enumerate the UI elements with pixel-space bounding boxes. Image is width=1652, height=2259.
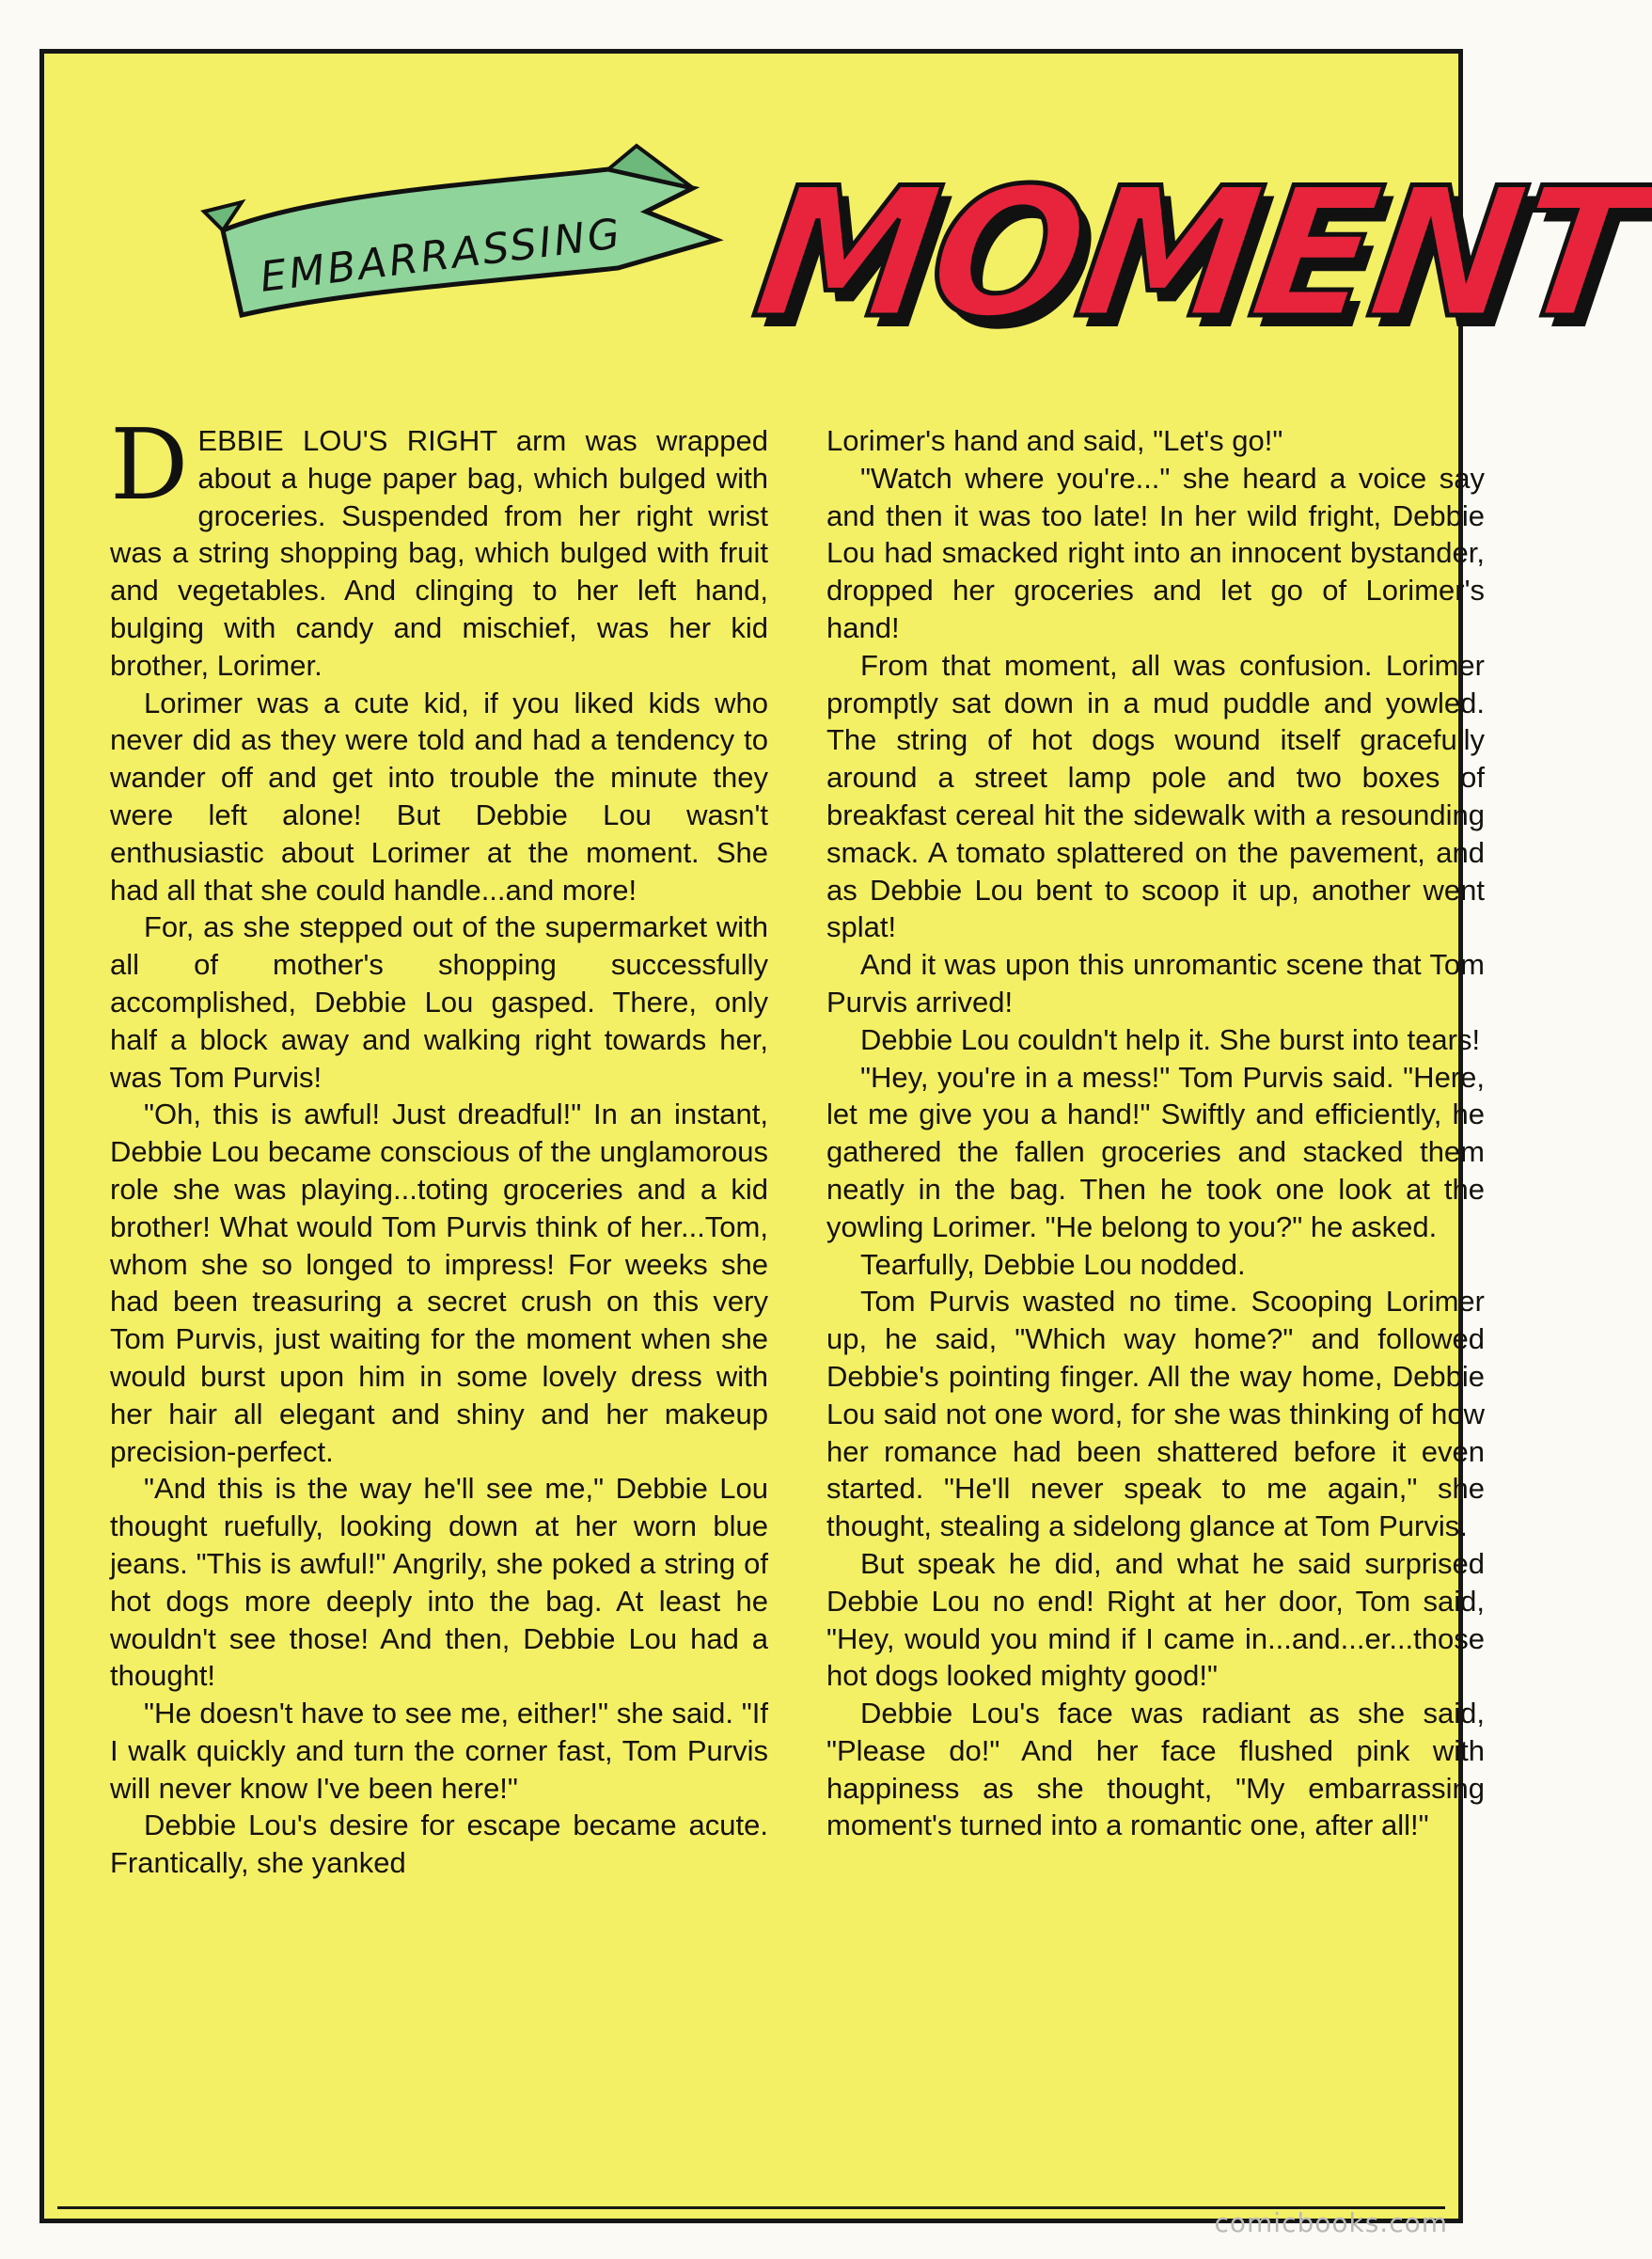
story-header <box>101 108 1652 357</box>
paragraph: "Hey, you're in a mess!" Tom Purvis said. "Here, let me give you a hand!" Swiftly and efficiently, he gathered the fallen groceries and stacked them neatly in the bag. Then he took one look at the yowling Lorimer. "He belong to you?" he asked. <box>826 1060 1485 1243</box>
paragraph: Debbie Lou couldn't help it. She burst into tears! <box>860 1022 1481 1056</box>
banner-label: EMBARRASSING <box>257 209 625 302</box>
paragraph: From that moment, all was confusion. Lorimer promptly sat down in a mud puddle and yowled. The string of hot dogs wound itself gracefully around a street lamp pole and two boxes of breakfast cereal hit the sidewalk with a resounding smack. A tomato splattered on the pavement, and as Debbie Lou bent to scoop it up, another went splat! <box>826 648 1485 944</box>
right-column <box>826 422 1485 1844</box>
paragraph: Lorimer was a cute kid, if you liked kids who never did as they were told and had a tendency to wander off and get into trouble the minute they were left alone! But Debbie Lou wasn't enthusiastic about Lorimer at the moment. She had all that she could handle...and more! <box>110 686 768 907</box>
drop-cap: D <box>110 407 189 522</box>
paragraph: "And this is the way he'll see me," Debbie Lou thought ruefully, looking down at her worn blue jeans. "This is awful!" Angrily, she poked a string of hot dogs more deeply into the bag. At least he wouldn't see those! And then, Debbie Lou had a thought! <box>110 1472 768 1693</box>
paragraph: And it was upon this unromantic scene that Tom Purvis arrived! <box>826 948 1485 1019</box>
paragraph: "Oh, this is awful! Just dreadful!" In an instant, Debbie Lou became conscious of the unglamorous role she was playing...toting groceries and a kid brother! What would Tom Purvis think of her...Tom, whom she so longed to impress! For weeks she had been treasuring a secret crush on this very Tom Purvis, just waiting for the moment when she would burst upon him in some lovely dress with her hair all elegant and shiny and her makeup precision-perfect. <box>110 1098 768 1468</box>
paragraph: "Watch where you're..." she heard a voice say and then it was too late! In her wild fright, Debbie Lou had smacked right into an innocent bystander, dropped her groceries and let go of Lorimer's hand! <box>826 461 1485 644</box>
paragraph: Debbie Lou's face was radiant as she said, "Please do!" And her face flushed pink with happiness as she thought, "My embarrassing moment's turned into a romantic one, after all!" <box>826 1697 1485 1842</box>
paragraph: "He doesn't have to see me, either!" she said. "If I walk quickly and turn the corner fast, Tom Purvis will never know I've been here!" <box>110 1697 768 1805</box>
paragraph: For, as she stepped out of the supermarket with all of mother's shopping successfully accomplished, Debbie Lou gasped. There, only half a block away and walking right towards her, was Tom Purvis! <box>110 910 768 1094</box>
paragraph: Debbie Lou's desire for escape became acute. Frantically, she yanked <box>110 1809 768 1880</box>
paragraph: But speak he did, and what he said surprised Debbie Lou no end! Right at her door, Tom said, "Hey, would you mind if I came in...and...er...those hot dogs looked mighty good!" <box>826 1546 1485 1693</box>
watermark: comicbooks.com <box>1214 2207 1448 2238</box>
left-column <box>110 407 768 1882</box>
paragraph: Tearfully, Debbie Lou nodded. <box>860 1247 1246 1281</box>
comic-page <box>39 49 1652 2223</box>
story-title: MOMENT <box>744 150 1652 357</box>
paragraph: Lorimer's hand and said, "Let's go!" <box>826 424 1283 457</box>
paragraph: Tom Purvis wasted no time. Scooping Lorimer up, he said, "Which way home?" and followed Debbie's pointing finger. All the way home, Debbie Lou said not one word, for she was thinking of how her romance had been shattered before it even started. "He'll never speak to me again," she thought, stealing a sidelong glance at Tom Purvis. <box>826 1285 1485 1543</box>
story-body <box>110 407 1487 2209</box>
paragraph: DEBBIE LOU'S RIGHT arm was wrapped about a huge paper bag, which bulged with groceries. Suspended from her right wrist was a string shopping bag, which bulged with fruit and vegetables. And clinging to her left hand, bulging with candy and mischief, was her kid brother, Lorimer. <box>110 407 768 682</box>
